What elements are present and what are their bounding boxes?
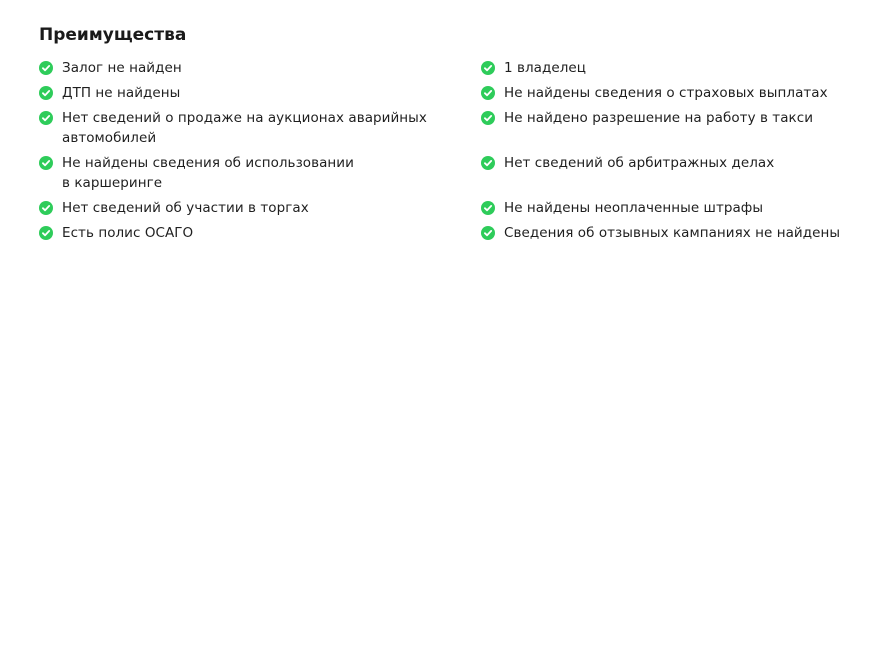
- advantage-label: Не найдены неоплаченные штрафы: [504, 200, 764, 216]
- advantage-label: Нет сведений о продаже на аукционах аварийных автомобилей: [62, 110, 427, 146]
- advantage-item: [39, 83, 481, 103]
- advantage-item: [481, 108, 881, 148]
- advantage-label: Нет сведений об участии в торгах: [62, 200, 309, 216]
- advantage-item: [481, 58, 881, 78]
- advantage-label: 1 владелец: [504, 60, 587, 76]
- advantage-item: [39, 223, 481, 243]
- check-circle-icon: [481, 86, 495, 100]
- advantage-label: Нет сведений об арбитражных делах: [504, 155, 775, 171]
- advantage-item: [39, 153, 481, 193]
- check-circle-icon: [39, 156, 53, 170]
- check-circle-icon: [481, 156, 495, 170]
- advantage-item: [481, 198, 881, 218]
- check-circle-icon: [39, 86, 53, 100]
- advantages-section: [39, 24, 879, 243]
- advantage-item: [39, 198, 481, 218]
- advantage-label: Не найдено разрешение на работу в такси: [504, 110, 814, 126]
- check-circle-icon: [39, 226, 53, 240]
- check-circle-icon: [481, 111, 495, 125]
- advantage-item: [481, 223, 881, 243]
- section-title: Преимущества: [39, 25, 187, 45]
- check-circle-icon: [481, 201, 495, 215]
- check-circle-icon: [481, 61, 495, 75]
- advantage-label: Не найдены сведения об использовании в каршеринге: [62, 155, 354, 191]
- advantage-label: ДТП не найдены: [62, 85, 181, 101]
- advantage-item: [39, 108, 481, 148]
- advantage-label: Залог не найден: [62, 60, 182, 76]
- check-circle-icon: [39, 111, 53, 125]
- advantage-label: Есть полис ОСАГО: [62, 225, 194, 241]
- check-circle-icon: [481, 226, 495, 240]
- check-circle-icon: [39, 201, 53, 215]
- advantage-label: Не найдены сведения о страховых выплатах: [504, 85, 828, 101]
- advantages-list: [39, 58, 879, 243]
- advantage-item: [481, 153, 881, 193]
- advantage-item: [481, 83, 881, 103]
- check-circle-icon: [39, 61, 53, 75]
- advantage-label: Сведения об отзывных кампаниях не найдены: [504, 225, 841, 241]
- advantage-item: [39, 58, 481, 78]
